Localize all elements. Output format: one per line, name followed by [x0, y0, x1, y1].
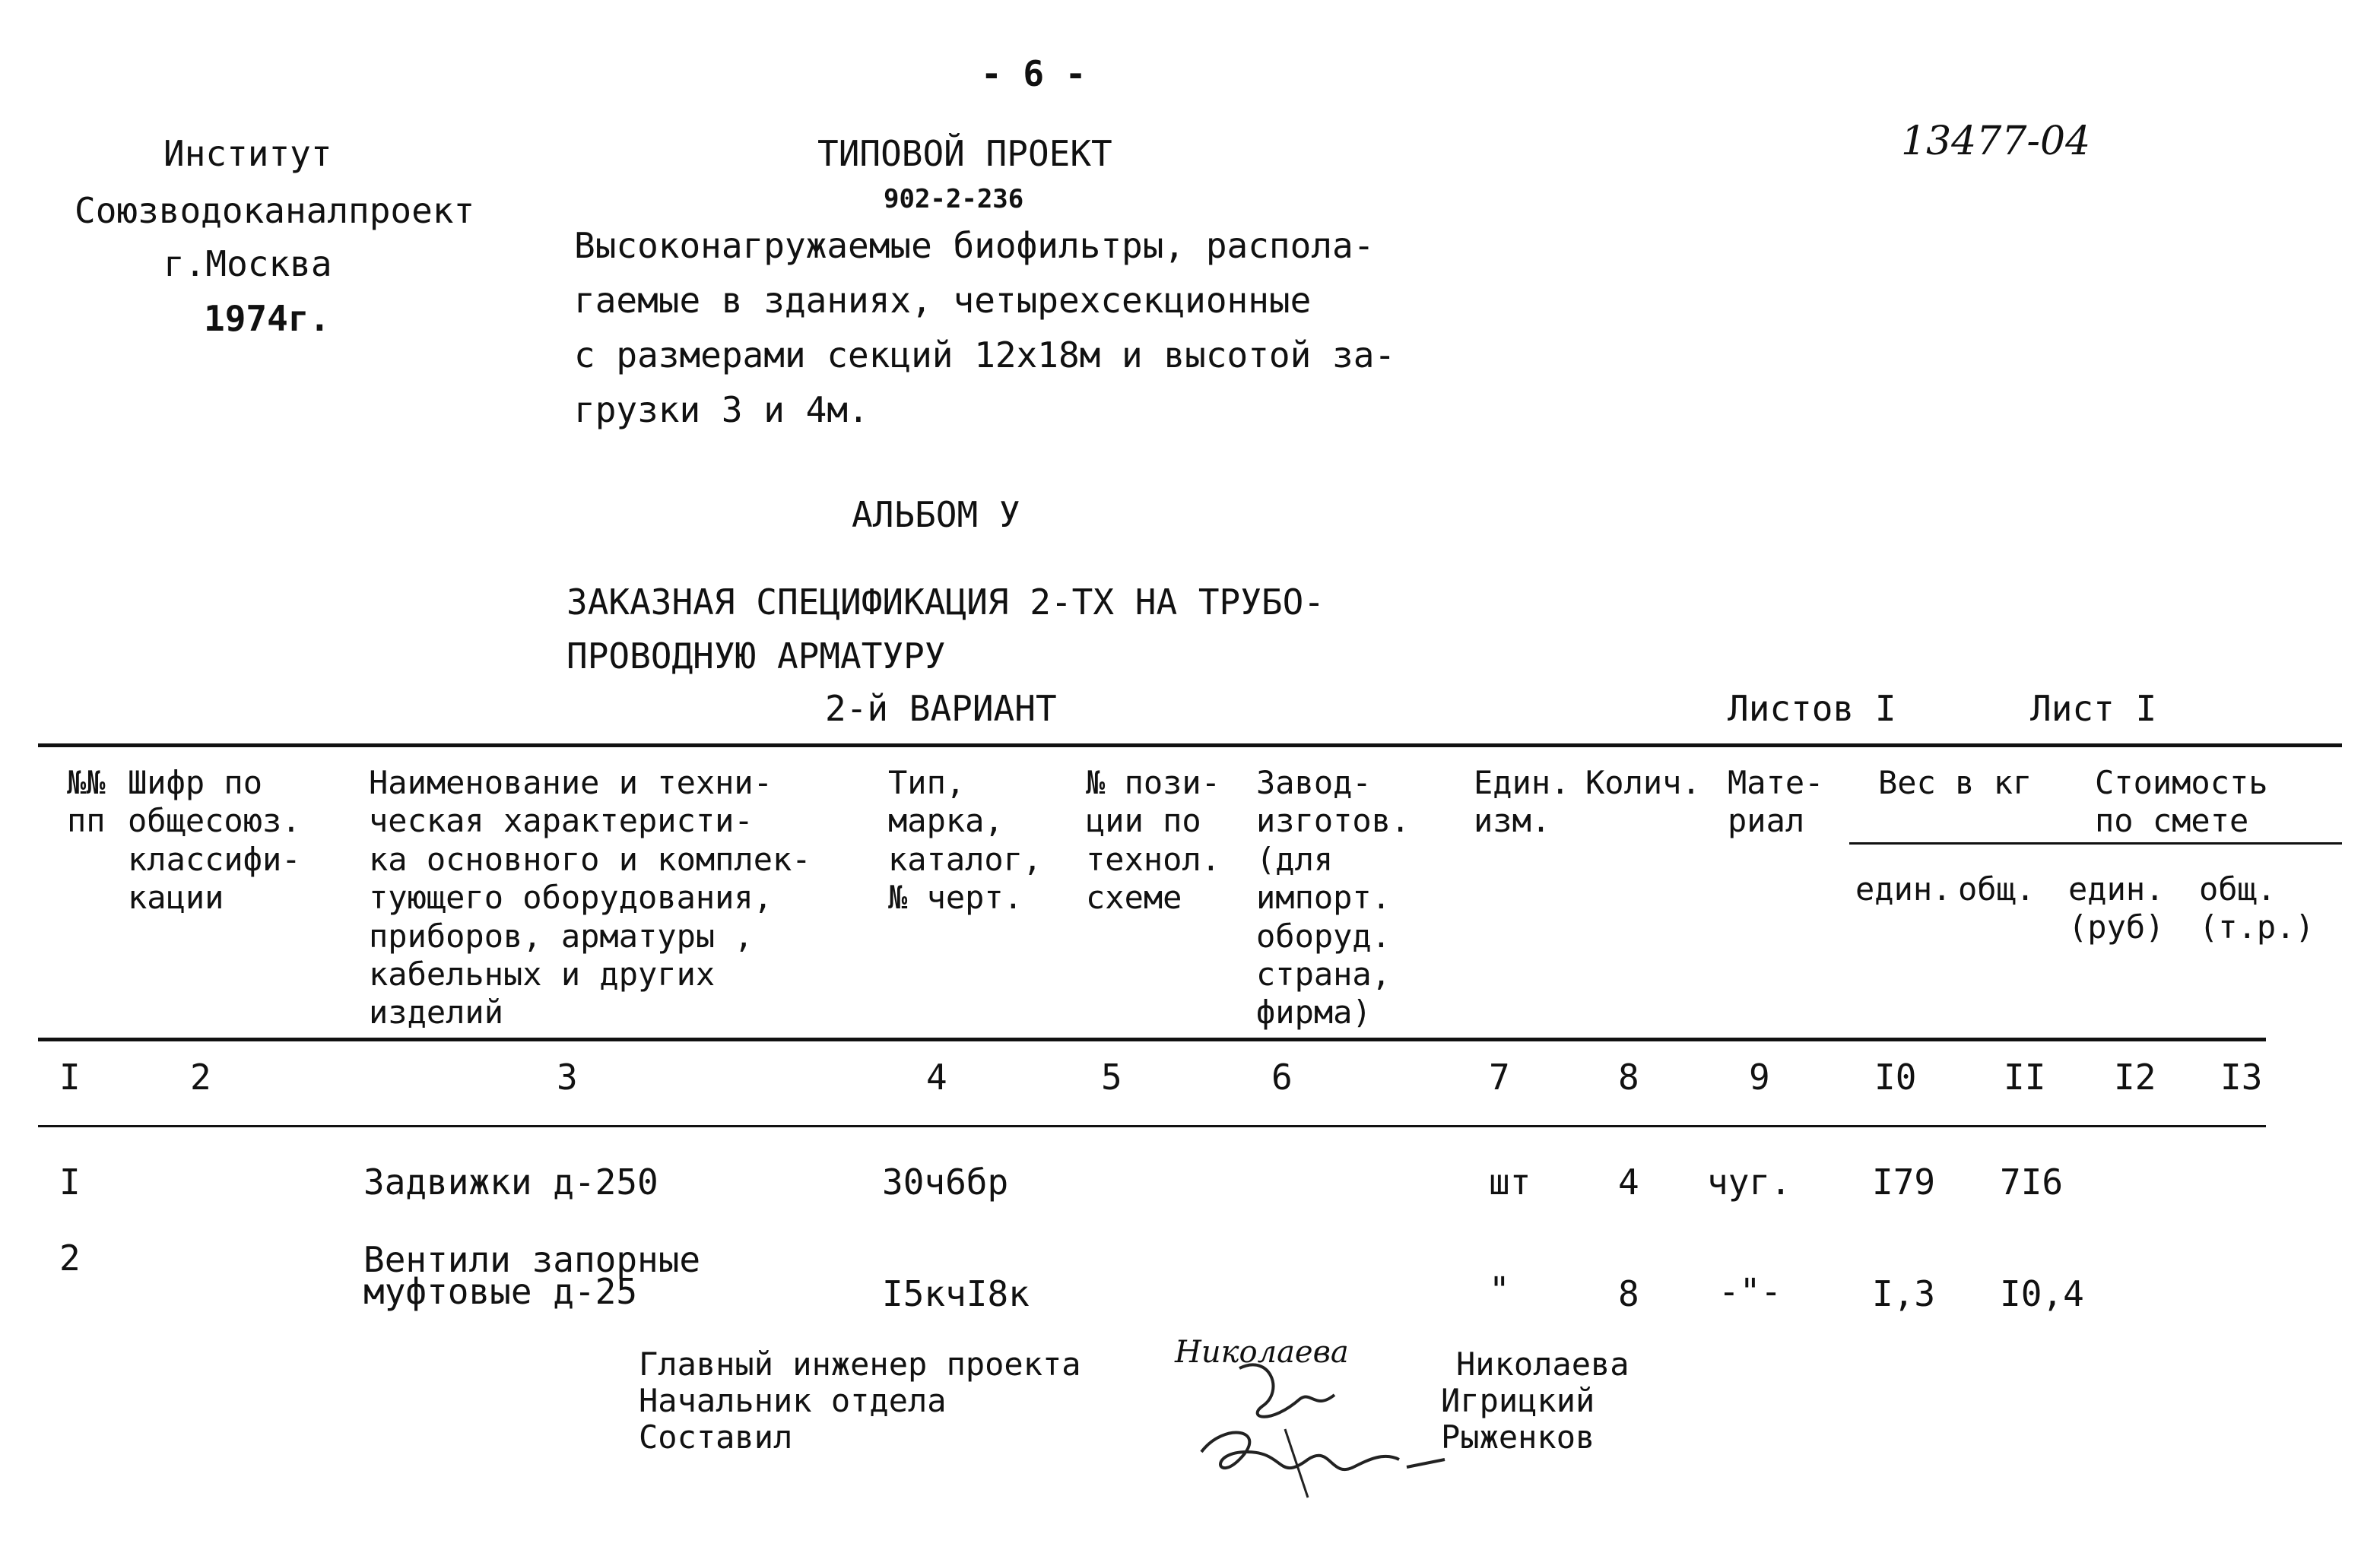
- header-col9: [1728, 764, 1823, 841]
- header-col8-line: Колич.: [1585, 764, 1701, 801]
- row-number: I: [59, 1162, 81, 1203]
- signature-role: Главный инженер проекта: [639, 1345, 1081, 1383]
- header-col3-line: тующего оборудования,: [369, 879, 773, 917]
- header-col3-line: ка основного и комплек-: [369, 840, 811, 878]
- header-col1: [67, 764, 106, 841]
- header-col13: [2199, 870, 2315, 947]
- sheet-number: Лист I: [2030, 688, 2157, 729]
- header-col6-line: (для: [1256, 840, 1334, 878]
- header-col6: [1256, 764, 1410, 1032]
- col-number: I3: [2220, 1057, 2263, 1098]
- header-col3-line: изделий: [369, 994, 504, 1032]
- header-col11: общ.: [1958, 870, 2036, 908]
- doc-code: 13477-04: [1901, 119, 2091, 164]
- header-col5-line: схеме: [1086, 879, 1182, 917]
- row-name: Вентили запорные: [363, 1239, 701, 1280]
- institute-line1: Институт: [163, 133, 332, 174]
- header-col2-line: классифи-: [128, 840, 301, 878]
- header-col13-line: общ.: [2199, 870, 2277, 908]
- header-col8: [1585, 764, 1701, 802]
- page-number: - 6 -: [981, 53, 1087, 94]
- row-name: муфтовые д-25: [363, 1271, 638, 1312]
- col-number: 2: [190, 1057, 211, 1098]
- column-numbers-rule: [38, 1125, 2266, 1127]
- row-type: 30ч6бр: [882, 1162, 1009, 1203]
- col-number: 4: [926, 1057, 947, 1098]
- project-title: ТИПОВОЙ ПРОЕКТ: [817, 133, 1112, 174]
- header-col12-line: (руб): [2068, 908, 2165, 946]
- row-number: 2: [59, 1238, 81, 1279]
- col-number: I2: [2114, 1057, 2156, 1098]
- signature-scrawl-icon: [1156, 1338, 1460, 1513]
- header-col3-line: кабельных и других: [369, 955, 716, 993]
- project-desc-line4: грузки 3 и 4м.: [574, 389, 869, 430]
- header-col2-line: общесоюз.: [128, 802, 301, 840]
- col-number: 6: [1271, 1057, 1293, 1098]
- header-col2-line: Шифр по: [128, 764, 263, 801]
- header-col9-line: риал: [1728, 802, 1805, 840]
- header-col12: [2068, 870, 2164, 947]
- signature-name: Николаева: [1456, 1345, 1630, 1383]
- header-col5-line: ции по: [1086, 802, 1201, 840]
- header-col6-line: Завод-: [1256, 764, 1372, 801]
- header-col12-line: един.: [2068, 870, 2165, 908]
- row-weight-total: I0,4: [2000, 1273, 2084, 1314]
- handwritten-signature: Николаева: [1175, 1335, 1349, 1370]
- institute-city: г.Москва: [163, 243, 332, 284]
- row-weight-unit: I,3: [1872, 1273, 1936, 1314]
- col-number: 7: [1489, 1057, 1510, 1098]
- spec-title-line1: ЗАКАЗНАЯ СПЕЦИФИКАЦИЯ 2-ТХ НА ТРУБО-: [566, 582, 1325, 623]
- row-type: I5кчI8к: [882, 1273, 1030, 1314]
- header-col5-line: № пози-: [1086, 764, 1221, 801]
- header-col6-line: фирма): [1256, 994, 1372, 1032]
- header-cost-line: Стоимость: [2095, 764, 2268, 801]
- row-qty: 8: [1618, 1273, 1639, 1314]
- row-name: Задвижки д-250: [363, 1162, 658, 1203]
- col-number: I: [59, 1057, 81, 1098]
- spec-title-line2: ПРОВОДНУЮ АРМАТУРУ: [566, 635, 946, 677]
- header-col6-line: импорт.: [1256, 879, 1392, 917]
- col-number: I0: [1874, 1057, 1917, 1098]
- sheets-total: Листов I: [1728, 688, 1896, 729]
- row-unit: ": [1489, 1269, 1510, 1311]
- project-desc-line2: гаемые в зданиях, четырехсекционные: [574, 280, 1312, 321]
- header-col9-line: Мате-: [1728, 764, 1824, 801]
- table-top-rule: [38, 743, 2342, 747]
- header-col1-line: №№: [67, 764, 106, 801]
- album-title: АЛЬБОМ У: [852, 494, 1020, 535]
- weight-cost-divider: [1849, 842, 2342, 845]
- header-col3-line: ческая характеристи-: [369, 802, 754, 840]
- row-material: -"-: [1718, 1271, 1782, 1312]
- row-qty: 4: [1618, 1162, 1639, 1203]
- row-material: чуг.: [1707, 1162, 1791, 1203]
- row-unit: шт: [1489, 1162, 1531, 1203]
- row-weight-total: 7I6: [2000, 1162, 2064, 1203]
- row-weight-unit: I79: [1872, 1162, 1936, 1203]
- col-number: 9: [1749, 1057, 1770, 1098]
- institute-year: 1974г.: [204, 298, 331, 339]
- signature-role: Начальник отдела: [639, 1382, 947, 1419]
- col-number: II: [2004, 1057, 2046, 1098]
- col-number: 5: [1101, 1057, 1122, 1098]
- header-col10: един.: [1855, 870, 1952, 908]
- project-number: 902-2-236: [884, 184, 1024, 214]
- signature-name: Рыженков: [1441, 1418, 1595, 1456]
- header-bottom-rule: [38, 1038, 2266, 1041]
- header-col4-line: Тип,: [888, 764, 966, 801]
- header-col2-line: кации: [128, 879, 224, 917]
- header-col4-line: марка,: [888, 802, 1004, 840]
- header-col6-line: страна,: [1256, 955, 1392, 993]
- signature-name: Игрицкий: [1441, 1382, 1595, 1419]
- header-col7-line: изм.: [1474, 802, 1551, 840]
- header-cost: [2095, 764, 2268, 841]
- variant-label: 2-й ВАРИАНТ: [825, 688, 1057, 729]
- header-col5-line: технол.: [1086, 840, 1221, 878]
- header-col4-line: каталог,: [888, 840, 1042, 878]
- header-col3-line: приборов, арматуры ,: [369, 917, 754, 955]
- header-weight: Вес в кг: [1878, 764, 2033, 801]
- header-col4: [888, 764, 1042, 918]
- header-col4-line: № черт.: [888, 879, 1023, 917]
- signature-role: Составил: [639, 1418, 793, 1456]
- header-col13-line: (т.р.): [2199, 908, 2315, 946]
- header-cost-line: по смете: [2095, 802, 2249, 840]
- project-desc-line3: с размерами секций 12х18м и высотой за-: [574, 334, 1396, 376]
- header-col5: [1086, 764, 1220, 918]
- header-col6-line: оборуд.: [1256, 917, 1392, 955]
- col-number: 8: [1618, 1057, 1639, 1098]
- header-col3-line: Наименование и техни-: [369, 764, 773, 801]
- header-col6-line: изготов.: [1256, 802, 1411, 840]
- header-col7-line: Един.: [1474, 764, 1570, 801]
- header-col1-line: пп: [67, 802, 106, 840]
- institute-line2: Союзводоканалпроект: [75, 190, 475, 231]
- project-desc-line1: Высоконагружаемые биофильтры, распола-: [574, 225, 1375, 266]
- col-number: 3: [557, 1057, 578, 1098]
- header-col3: [369, 764, 811, 1032]
- header-col7: [1474, 764, 1569, 841]
- header-col2: [128, 764, 301, 918]
